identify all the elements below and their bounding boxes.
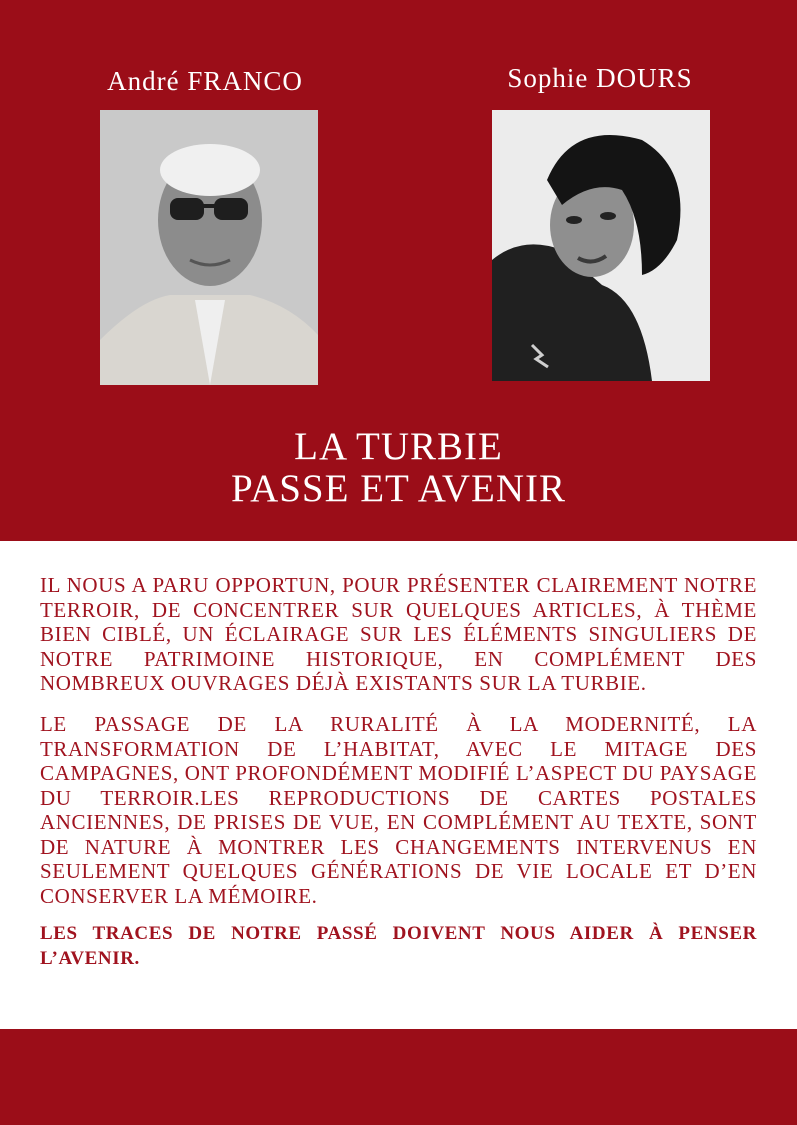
closing-paragraph: LES TRACES DE NOTRE PASSÉ DOIVENT NOUS AIDER À PENSER L’AVENIR. (40, 923, 757, 969)
author-name-sophie-dours: Sophie DOURS (507, 63, 693, 93)
author-name-andre-franco: André FRANCO (107, 66, 303, 96)
book-title-line-1: LA TURBIE (294, 425, 503, 468)
body-paragraph: IL NOUS A PARU OPPORTUN, POUR PRÉSENTER CLAIREMENT NOTRE TERROIR, DE CONCENTRER SUR QUELQUES ARTICLES, À THÈME BIEN CIBLÉ, UN ÉCLAIRAGE SUR LES ÉLÉMENTS SINGULIERS DE NOTRE PATRIMOINE HISTORIQUE, EN COMPLÉMENT DES NOMBREUX OUVRAGES DÉJÀ EXISTANTS SUR LA TURBIE. (40, 573, 757, 695)
book-title-line-2: PASSE ET AVENIR (230, 467, 567, 510)
body-paragraph: LE PASSAGE DE LA RURALITÉ À LA MODERNITÉ, LA TRANSFORMATION DE L’HABITAT, AVEC LE MITAGE DES CAMPAGNES, ONT PROFONDÉMENT MODIFIÉ L’ASPECT DU PAYSAGE DU TERROIR.LES REPRODUCTIONS DE CARTES POSTALES ANCIENNES, DE PRISES DE VUE, EN COMPLÉMENT AU TEXTE, SONT DE NATURE À MONTRER LES CHANGEMENTS INTERVENUS EN SEULEMENT QUELQUES GÉNÉRATIONS DE VIE LOCALE ET D’EN CONSERVER LA MÉMOIRE. (40, 712, 757, 908)
author-photo-andre-franco (100, 110, 318, 385)
author-photo-sophie-dours (492, 110, 710, 381)
